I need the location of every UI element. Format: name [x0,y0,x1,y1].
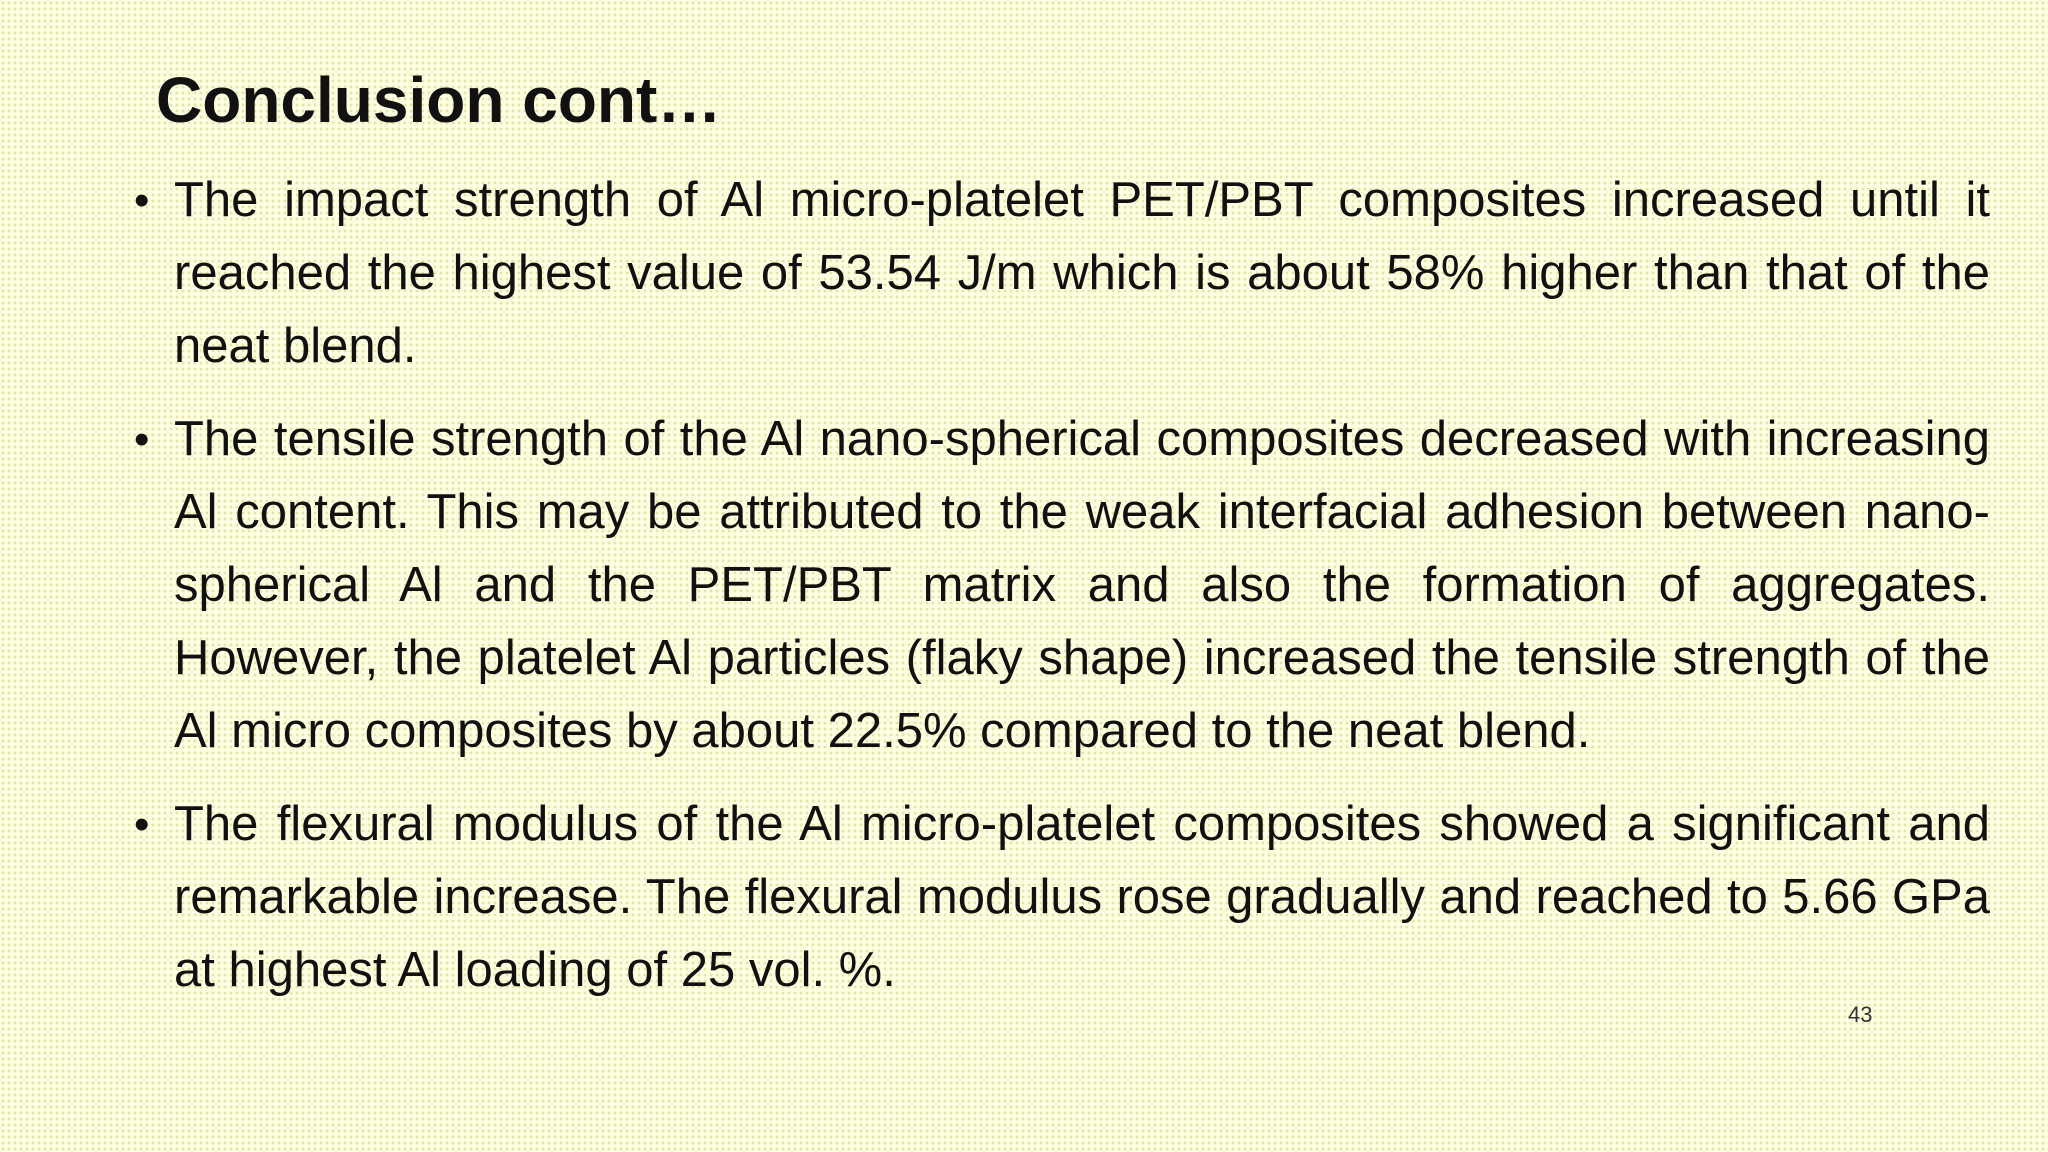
slide-title: Conclusion cont… [156,64,722,136]
bullet-text: The impact strength of Al micro-platelet PET/PBT composites increased until it reached the highest value of 53.54 J/m which is about 58% higher than that of the neat blend. [174,173,1990,373]
bullet-list [130,164,1990,1027]
bullet-dot-icon: • [134,800,150,849]
bullet-dot-icon: • [134,415,150,464]
page-number: 43 [1848,1002,1873,1027]
bullet-text: The tensile strength of the Al nano-spherical composites decreased with increasing Al content. This may be attributed to the weak interfacial adhesion between nano-spherical Al and the PET/PBT matrix and also the formation of aggregates. However, the platelet Al particles (flaky shape) increased the tensile strength of the Al micro composites by about 22.5% compared to the neat blend. [174,412,1990,758]
bullet-text: The flexural modulus of the Al micro-platelet composites showed a significant and remarkable increase. The flexural modulus rose gradually and reached to 5.66 GPa at highest Al loading of 25 vol. %. [174,797,1990,997]
bullet-item [130,788,1990,1007]
bullet-item [130,164,1990,383]
bullet-item [130,403,1990,768]
bullet-dot-icon: • [134,176,150,225]
